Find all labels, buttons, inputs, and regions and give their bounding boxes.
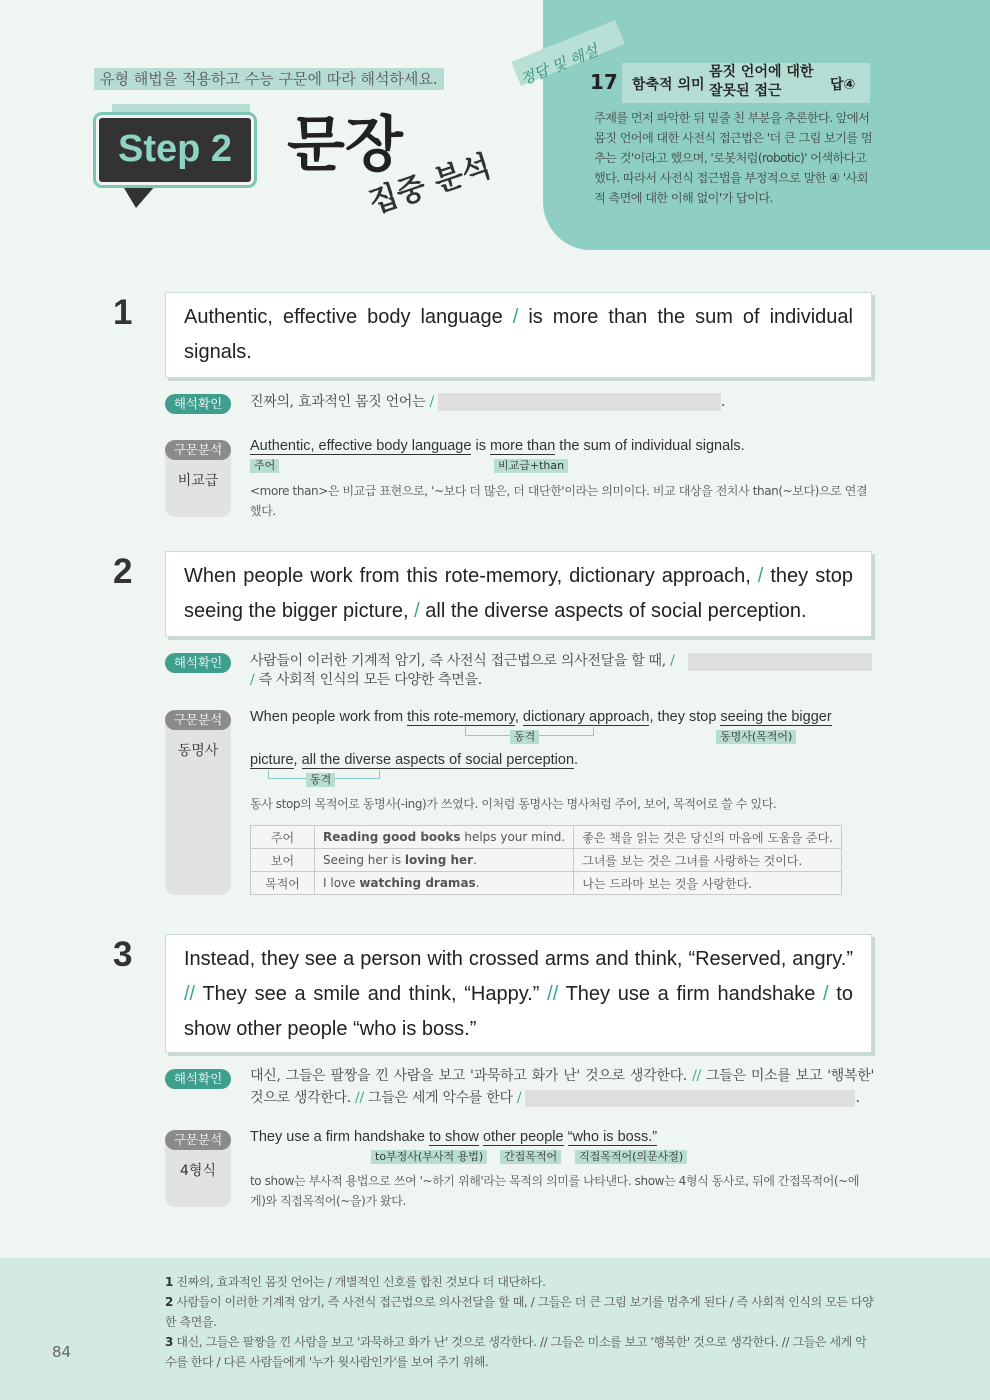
highlight-text: loving her [404,853,474,867]
double-slash-divider: // [184,983,196,1005]
table-row [251,849,842,872]
step-label: Step 2 [117,128,233,170]
structure-analysis-badge: 구문분석 [165,710,231,730]
grammar-point: 4형식 [180,1163,216,1179]
page-subtitle: 집중 분석 [364,148,496,221]
subject-phrase: Authentic, effective body language [250,438,472,454]
table-cell-english [315,872,574,895]
sentence-number: 1 [113,293,133,332]
structure-analysis-box [165,710,231,895]
sentence-chunk: When people work from this rote-memory, dictionary approach, [184,565,751,587]
table-cell-role: 보어 [251,849,315,872]
slash-divider: / [414,600,420,622]
sentence-chunk: all the diverse aspects of social perception. [425,600,807,622]
direct-object-phrase: “who is boss.” [567,1129,658,1145]
sentence-chunk: They use a firm handshake [565,983,816,1005]
analysis-text: When people work from [250,709,408,725]
footer-line [165,1332,875,1372]
answer-number: 17 [590,70,618,94]
page-number: 84 [52,1343,72,1361]
grammar-note: 동사 stop의 목적어로 동명사(-ing)가 쓰였다. 이처럼 동명사는 명사처럼 주어, 보어, 목적어로 쓸 수 있다. [250,797,777,811]
translation-text: 즉 사회적 인식의 모든 다양한 측면을. [258,672,482,688]
table-row [251,826,842,849]
structure-analysis-box [165,1130,231,1207]
grammar-note: to show는 부사적 용법으로 쓰여 '~하기 위해'라는 목적의 의미를 나타낸다. show는 4형식 동사로, 뒤에 간접목적어(~에게)와 직접목적어(~을)가 왔다. [250,1174,860,1208]
table-cell-role: 주어 [251,826,315,849]
appositive-phrase: all the diverse aspects of social perception [301,752,575,768]
grammar-tag: 직접목적어(의문사절) [575,1150,687,1164]
answer-title: 몸짓 언어에 대한 잘못된 접근 [709,64,814,99]
sentence-chunk: to show other people “who is boss.” [184,983,853,1040]
translation-check-badge: 해석확인 [165,1069,231,1089]
indirect-object-phrase: other people [482,1129,564,1145]
cell-text: Seeing her is [323,853,405,867]
cell-text: . [475,876,480,890]
page-title: 문장 [287,110,403,180]
table-cell-korean: 좋은 책을 읽는 것은 당신의 마음에 도움을 준다. [574,826,842,849]
footer-line [165,1272,875,1292]
footer-line-text: 대신, 그들은 팔짱을 낀 사람을 보고 '과묵하고 화가 난' 것으로 생각한다. // 그들은 미소를 보고 '행복한' 것으로 생각한다. // 그들은 세게 악수를 한다 / 다른 사람들에게 '누가 윗사람인가'를 보여 주기 위해. [165,1335,867,1369]
sentence-chunk: Instead, they see a person with crossed arms and think, “Reserved, angry.” [184,948,853,970]
analysis-sentence [250,709,832,725]
table-cell-korean: 그녀를 보는 것은 그녀를 사랑하는 것이다. [574,849,842,872]
sentence-box [165,934,872,1053]
translation-paragraph: 대신, 그들은 팔짱을 낀 사람을 보고 '과묵하고 화가 난' 것으로 생각한다. // 그들은 미소를 보고 '행복한' 것으로 생각한다. // 그들은 세게 악수를 한다 / . [250,1068,875,1106]
footer-line-number: 3 [165,1335,173,1349]
translation-check-badge: 해석확인 [165,653,231,673]
sentence-chunk: is more than the sum of individual signals. [184,306,853,363]
grammar-tag: 동격 [510,730,539,744]
slash-divider: / [670,653,675,669]
answer-explanation: 주제를 먼저 파악한 뒤 밑줄 친 부분을 추론한다. 앞에서 몸짓 언어에 대한 사전식 접근법은 '더 큰 그림 보기를 멈추는 것'이라고 했으며, '로봇처럼(robotic)' 어색하다고 했다. 따라서 사전식 접근법을 부정적으로 말한 ④ '사회적 측면에 대한 이해 없이'가 답이다. [594,111,873,205]
translation-text: 그들은 세게 악수를 한다 [368,1090,513,1106]
grammar-tag: 동명사(목적어) [716,730,796,744]
appositive-phrase: this rote-memory [407,709,515,725]
table-row [251,872,842,895]
translation-check-badge: 해석확인 [165,394,231,414]
comparative-phrase: more than [489,438,556,454]
sentence-number: 2 [113,552,133,591]
example-table [250,825,842,895]
structure-analysis-badge: 구문분석 [165,1130,231,1150]
grammar-tag: to부정사(부사적 용법) [371,1150,487,1164]
analysis-text: They use a firm handshake [250,1129,429,1145]
translation-text: 대신, 그들은 팔짱을 낀 사람을 보고 '과묵하고 화가 난' 것으로 생각한다. [250,1068,687,1084]
grammar-point: 동명사 [177,743,219,759]
slash-divider: / [823,983,829,1005]
cell-text: I love [323,876,360,890]
answer-label: 답④ [830,77,856,93]
analysis-text: , [514,709,523,725]
analysis-text: the sum of individual signals. [555,438,745,454]
grammar-point: 비교급 [177,473,219,489]
translation-text: 것으로 생각한다. [250,1090,351,1106]
translation-text: 진짜의, 효과적인 몸짓 언어는 [250,394,426,410]
infinitive-phrase: to show [428,1129,479,1145]
double-slash-divider: // [547,983,559,1005]
analysis-text [564,1129,568,1145]
translation-text: 사람들이 이러한 기계적 암기, 즉 사전식 접근법으로 의사전달을 할 때, [250,653,666,669]
analysis-sentence [250,752,578,768]
highlight-text: Reading good books [323,830,461,844]
translation-line: 진짜의, 효과적인 몸짓 언어는 / . [250,394,726,410]
footer-line-number: 1 [165,1275,173,1289]
grammar-note: <more than>은 비교급 표현으로, '~보다 더 많은, 더 대단한'이라는 의미이다. 비교 대상을 전치사 than(~보다)으로 연결했다. [250,484,868,518]
table-cell-korean: 나는 드라마 보는 것을 사랑한다. [574,872,842,895]
table-cell-role: 목적어 [251,872,315,895]
analysis-sentence [250,1129,657,1145]
instruction-banner: 유형 해법을 적용하고 수능 구문에 따라 해석하세요. [94,68,444,90]
footer-line-text: 진짜의, 효과적인 몸짓 언어는 / 개별적인 신호를 합친 것보다 더 대단하다. [176,1275,546,1289]
appositive-phrase: dictionary approach [522,709,650,725]
table-cell-english [315,849,574,872]
sentence-chunk: they stop seeing the bigger picture, [184,565,853,622]
grammar-tag: 간접목적어 [500,1150,561,1164]
footer-line-text: 사람들이 이러한 기계적 암기, 즉 사전식 접근법으로 의사전달을 할 때, / 그들은 더 큰 그림 보기를 멈추게 된다 / 즉 사회적 인식의 모든 다양한 측면을. [165,1295,874,1329]
answer-blank [438,393,721,411]
answer-blank [688,653,872,671]
translation-text: 그들은 미소를 보고 '행복한' [706,1068,875,1084]
grammar-tag: 비교급+than [494,459,568,473]
structure-analysis-box [165,440,231,517]
slash-divider: / [429,394,434,410]
analysis-sentence [250,438,745,454]
double-slash-divider: // [692,1068,701,1084]
translation-line [250,669,482,691]
answer-category: 함축적 의미 [632,77,705,93]
footer-line [165,1292,875,1332]
slash-divider: / [516,1090,522,1106]
cell-text: . [473,853,477,867]
sentence-box [165,551,872,637]
double-slash-divider: // [355,1090,364,1106]
grammar-tag: 동격 [306,773,335,787]
sentence-chunk: They see a smile and think, “Happy.” [202,983,540,1005]
slash-divider: / [757,565,764,587]
table-cell-english [315,826,574,849]
cell-text: helps your mind. [460,830,566,844]
footer-line-number: 2 [165,1295,173,1309]
gerund-phrase: picture [250,752,294,768]
analysis-text: , [293,752,302,768]
answer-blank [525,1090,855,1107]
structure-analysis-badge: 구문분석 [165,440,231,460]
highlight-text: watching dramas [359,876,476,890]
slash-divider: / [512,306,519,328]
slash-divider: / [250,672,255,688]
sentence-number: 3 [113,935,133,974]
sentence-box [165,292,872,378]
grammar-tag: 주어 [250,459,279,473]
gerund-phrase: seeing the bigger [720,709,832,725]
analysis-text: . [574,752,579,768]
answer-tag: 정답 및 해설 [517,41,601,89]
analysis-text: is [471,438,490,454]
analysis-text: , they stop [649,709,721,725]
sentence-chunk: Authentic, effective body language [184,306,503,328]
